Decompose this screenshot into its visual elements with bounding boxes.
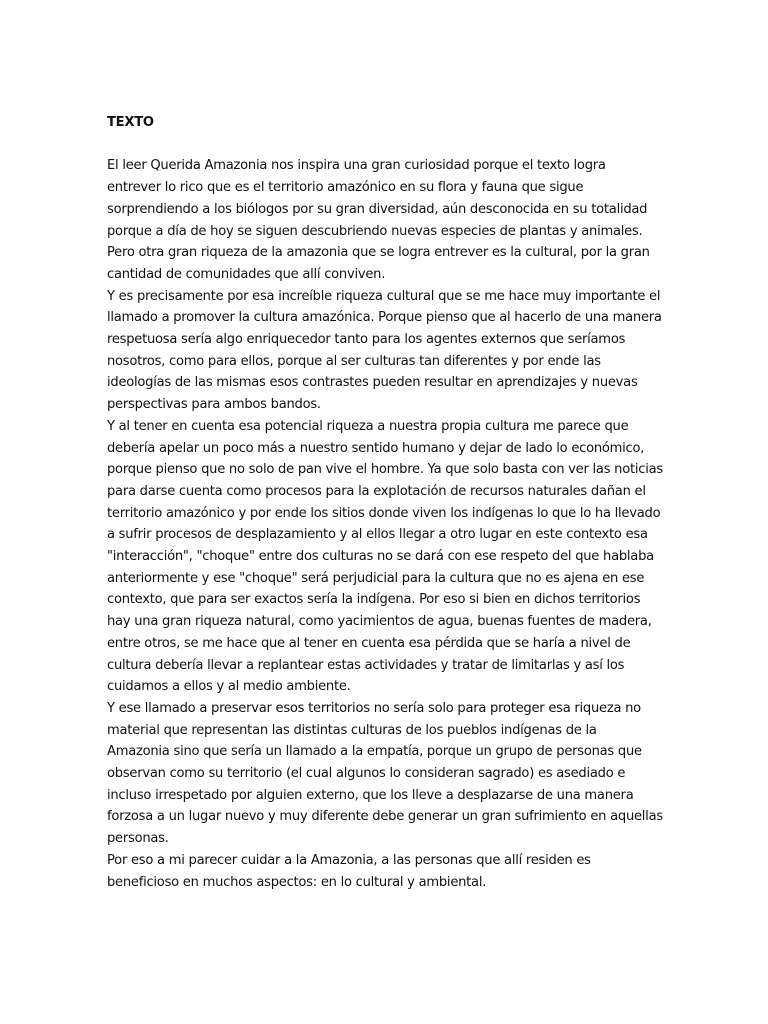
paragraph-1: El leer Querida Amazonia nos inspira una gran curiosidad porque el texto logra entrever lo rico que es el territorio amazónico en su flora y fauna que sigue sorprendiendo a los biólogos por su gran diversidad, aún desconocida en su totalidad porque a día de hoy se siguen descubriendo nuevas especies de plantas y animales. Pero otra gran riqueza de la amazonia que se logra entrever es la cultural, por la gran cantidad de comunidades que allí conviven. [107,158,650,282]
paragraph-2: Y es precisamente por esa increíble riqueza cultural que se me hace muy importante el llamado a promover la cultura amazónica. Porque pienso que al hacerlo de una manera respetuosa sería algo enriquecedor tanto para los agentes externos que seríamos nosotros, como para ellos, porque al ser culturas tan diferentes y por ende las ideologías de las mismas esos contrastes pueden resultar en aprendizajes y nuevas perspectivas para ambos bandos. [107,288,662,413]
document-title: TEXTO [107,115,154,130]
paragraph-3: Y al tener en cuenta esa potencial riqueza a nuestra propia cultura me parece que debería apelar un poco más a nuestro sentido humano y dejar de lado lo económico, porque pienso que no solo de pan vive el hombre. Ya que solo basta con ver las noticias para darse cuenta como procesos para la explotación de recursos naturales dañan el territorio amazónico y por ende los sitios donde viven los indígenas lo que lo ha llevado a sufrir procesos de desplazamiento y al ellos llegar a otro lugar en este contexto esa "interacción", "choque" entre dos culturas no se dará con ese respeto del que hablaba anteriormente y ese "choque" será perjudicial para la cultura que no es ajena en ese contexto, que para ser exactos sería la indígena. Por eso si bien en dichos territorios hay una gran riqueza natural, como yacimientos de agua, buenas fuentes de madera, entre otros, se me hace que al tener en cuenta esa pérdida que se haría a nivel de cultura debería llevar a replantear estas actividades y tratar de limitarlas y así los cuidamos a ellos y al medio ambiente. [107,418,663,695]
paragraph-4: Y ese llamado a preservar esos territorios no sería solo para proteger esa riqueza no material que representan las distintas culturas de los pueblos indígenas de la Amazonia sino que sería un llamado a la empatía, porque un grupo de personas que observan como su territorio (el cual algunos lo consideran sagrado) es asediado e incluso irrespetado por alguien externo, que los lleve a desplazarse de una manera forzosa a un lugar nuevo y muy diferente debe generar un gran sufrimiento en aquellas personas. [107,700,663,847]
paragraph-5: Por eso a mi parecer cuidar a la Amazonia, a las personas que allí residen es beneficioso en muchos aspectos: en lo cultural y ambiental. [107,852,591,890]
document-body [107,112,663,893]
